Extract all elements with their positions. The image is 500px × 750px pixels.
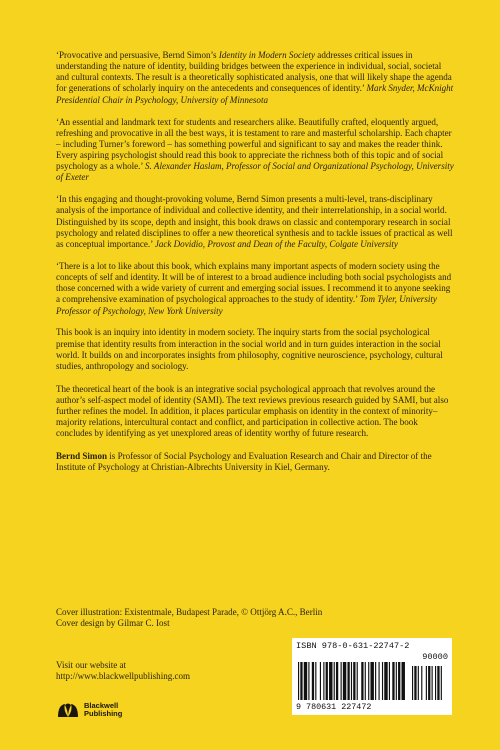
endorsement-attribution: Mark Snyder, McKnight Presidential Chair in Psychology, University of Minnesota (56, 83, 454, 105)
endorsement-snyder (56, 50, 454, 106)
endorsement-text: ‘An essential and landmark text for students and researchers alike. Beautifully crafted, eloquently argued, refreshing and provocative in all the best ways, it is testament to rare and masterful scholarship. Each chapter – including Turner’s foreword – has something powerful and significant to say and makes the reader think. Every aspiring psychologist should read this book to appreciate the richness both of this topic and of social psychology as a whole.’ (56, 116, 452, 172)
publisher-name (84, 702, 122, 719)
author-name: Bernd Simon (56, 451, 108, 462)
endorsement-text: ‘Provocative and persuasive, Bernd Simon’s (56, 50, 219, 60)
endorsement-attribution: Tom Tyler, University Professor of Psychology, New York University (56, 294, 437, 316)
book-title: Identity in Modern Society (218, 50, 316, 60)
cover-illustration-credit: Cover illustration: Existentmale, Budapest Parade, © Ottjörg A.C., Berlin (56, 607, 323, 617)
author-bio (56, 451, 454, 473)
isbn-barcode (292, 638, 452, 715)
author-bio-text: is Professor of Social Psychology and Evaluation Research and Chair and Director of the Institute of Psychology at Christian-Albrechts University in Kiel, Germany. (56, 451, 432, 473)
barcode-icon (296, 662, 448, 702)
isbn-number: ISBN 978-0-631-22747-2 (296, 641, 410, 651)
back-cover-text (56, 50, 454, 485)
endorsement-dovidio (56, 194, 454, 250)
blackwell-logo-icon (56, 701, 80, 719)
endorsement-text: addresses critical issues in understanding the nature of identity, building bridges between the experience in individual, social, societal and cultural contexts. The result is a theoretically sophisticated analysis, one that will likely shape the agenda for generations of scholarly inquiry on the antecedents and consequences of identity.’ (56, 50, 452, 94)
endorsement-attribution: Jack Dovidio, Provost and Dean of the Faculty, Colgate University (154, 238, 398, 249)
ean-digits: 9 780631 227472 (296, 702, 372, 712)
endorsement-tyler (56, 261, 454, 317)
website-label: Visit our website at (56, 660, 127, 670)
cover-design-credit: Cover design by Gilmar C. Iost (56, 618, 170, 629)
description-paragraph: The theoretical heart of the book is an integrative social psychological approach that revolves around the author’s self-aspect model of identity (SAMI). The text reviews previous research guided by SAMI, but also further refines the model. In addition, it places particular emphasis on identity in the context of minority–majority relations, intercultural contact and conflict, and participation in collective action. The book concludes by identifying as yet unexplored areas of identity worthy of future research. (56, 383, 449, 439)
price-code: 90000 (422, 652, 448, 662)
endorsement-text: ‘There is a lot to like about this book, which explains many important aspects of modern society using the concepts of self and identity. It will be of interest to a broad audience including both social psychologists and those concerned with a wide variety of current and emerging social issues. I recommend it to anyone seeking a comprehensive examination of psychological approaches to the study of identity.’ (56, 260, 452, 305)
cover-credits (56, 607, 356, 630)
website-info (56, 660, 256, 683)
publisher-name-line: Blackwell (84, 700, 119, 710)
endorsement-attribution: S. Alexander Haslam, Professor of Social and Organizational Psychology, University of Exeter (56, 161, 454, 183)
description-paragraph: This book is an inquiry into identity in modern society. The inquiry starts from the social psychological premise that identity results from interaction in the social world and in turn guides interaction in the social world. It builds on and incorporates insights from philosophy, cognitive neuroscience, psychology, cultural studies, anthropology and sociology. (56, 327, 443, 371)
endorsement-haslam (56, 117, 454, 184)
publisher-name-line: Publishing (84, 709, 123, 718)
endorsement-text: ‘In this engaging and thought-provoking volume, Bernd Simon presents a multi-level, trans-disciplinary analysis of the importance of individual and collective identity, and their interrelationship, in a social world. Distinguished by its scope, depth and insight, this book draws on classic and contemporary research in social psychology and related disciplines to offer a new theoretical synthesis and to tackle issues of practical as well as conceptual importance.’ (56, 194, 453, 249)
publisher-logo (56, 697, 126, 723)
website-url[interactable]: http://www.blackwellpublishing.com (56, 671, 191, 682)
